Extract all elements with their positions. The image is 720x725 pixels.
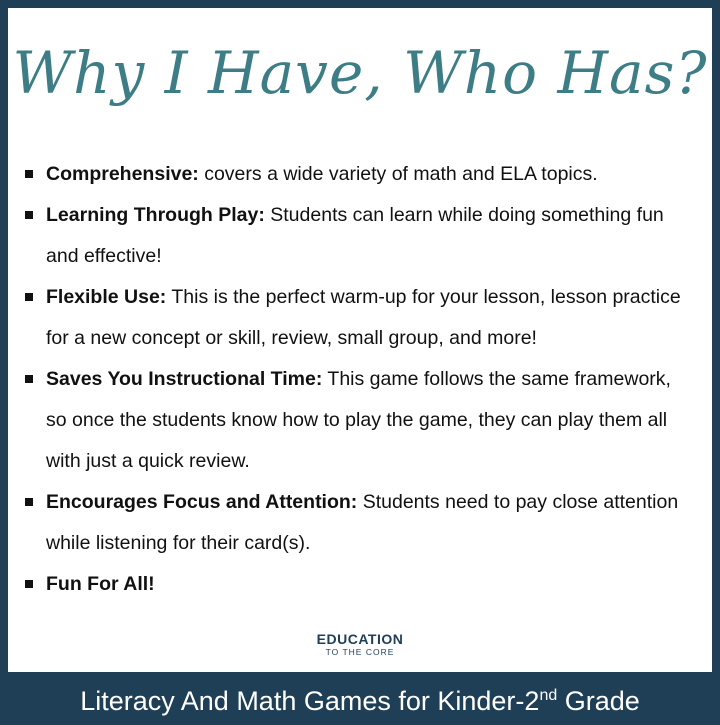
- page-title: Why I Have, Who Has?: [12, 39, 708, 107]
- square-bullet-icon: [25, 375, 33, 383]
- feature-item: [22, 564, 690, 605]
- feature-term: Learning Through Play:: [46, 204, 265, 226]
- square-bullet-icon: [25, 293, 33, 301]
- footer-text-end: Grade: [557, 686, 640, 716]
- square-bullet-icon: [25, 498, 33, 506]
- feature-text: Students can learn while doing something fun and effective!: [46, 204, 664, 267]
- feature-term: Saves You Instructional Time:: [46, 368, 323, 390]
- feature-term: Flexible Use:: [46, 286, 167, 308]
- feature-list: [22, 154, 690, 605]
- content-card: [8, 8, 712, 672]
- square-bullet-icon: [25, 170, 33, 178]
- square-bullet-icon: [25, 211, 33, 219]
- feature-term: Comprehensive:: [46, 163, 199, 185]
- logo-main-text: EDUCATION: [316, 631, 404, 647]
- feature-text: This game follows the same framework, so once the students know how to play the game, they can play them all with just a quick review.: [46, 368, 671, 472]
- feature-item: [22, 154, 690, 195]
- footer-superscript: nd: [539, 687, 558, 704]
- square-bullet-icon: [25, 580, 33, 588]
- feature-item: [22, 195, 690, 277]
- feature-item: [22, 359, 690, 482]
- feature-term: Fun For All!: [46, 573, 155, 595]
- footer-text: Literacy And Math Games for Kinder-2: [80, 686, 540, 716]
- footer-banner: [0, 672, 720, 720]
- feature-text: This is the perfect warm-up for your lesson, lesson practice for a new concept or skill, review, small group, and more!: [46, 286, 681, 349]
- feature-text: Students need to pay close attention while listening for their card(s).: [46, 491, 679, 554]
- feature-item: [22, 482, 690, 564]
- logo-sub-text: TO THE CORE: [325, 647, 395, 657]
- feature-item: [22, 277, 690, 359]
- brand-logo: [8, 631, 712, 657]
- feature-text: covers a wide variety of math and ELA topics.: [198, 163, 598, 185]
- feature-term: Encourages Focus and Attention:: [46, 491, 358, 513]
